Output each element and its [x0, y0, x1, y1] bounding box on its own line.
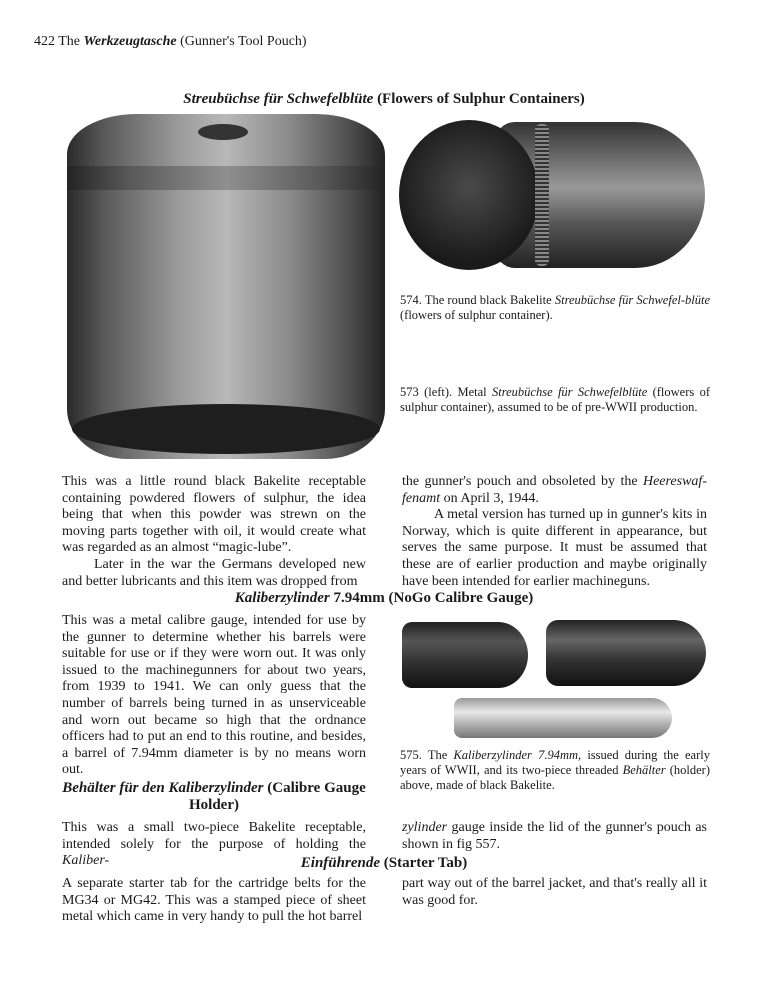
sulphur-text-left: This was a little round black Bakelite receptable containing powdered flowers of sulphur, the idea being that when this powder was strewn on the moving parts together with oil, it would create what was regarded as an almost “magic-lube”. Later in the war the Germans developed new and better lubricants and this item was dropped from: [62, 474, 366, 589]
gauge-holder-text-left: This was a small two-piece Bakelite receptable, intended solely for the purpose of holding the Kaliber-: [62, 820, 366, 869]
starter-tab-text-left: A separate starter tab for the cartridge belts for the MG34 or MG42. This was a stamped piece of sheet metal which came in very handy to pull the hot barrel: [62, 876, 366, 925]
gauge-holder-text-right: zylinder gauge inside the lid of the gunner's pouch as shown in fig 557.: [402, 820, 707, 852]
page-number: 422: [34, 34, 55, 49]
starter-tab-text-right: part way out of the barrel jacket, and that's really all it was good for.: [402, 876, 707, 908]
running-header: 422 The Werkzeugtasche (Gunner's Tool Pouch): [34, 34, 307, 49]
sulphur-text-right: the gunner's pouch and obsoleted by the Heereswaf-fenamt on April 3, 1944. A metal version has turned up in gunner's kits in Norway, which is quite different in appearance, but serves the same purpose. It must be assumed that these are of earlier production and maybe originally have been intended for earlier machineguns.: [402, 474, 707, 589]
caption-575: 575. The Kaliberzylinder 7.94mm, issued during the early years of WWII, and its two-piece threaded Behälter (holder) above, made of black Bakelite.: [400, 748, 710, 792]
photo-573-metal-container: [62, 114, 390, 462]
sub-heading-gauge-holder: Behälter für den Kaliberzylinder (Calibre Gauge Holder): [62, 780, 366, 813]
caption-573: 573 (left). Metal Streubüchse für Schwefelblüte (flowers of sulphur container), assumed to be of pre-WWII production.: [400, 385, 710, 414]
section-heading-starter-tab: Einführende (Starter Tab): [300, 855, 468, 871]
section-heading-sulphur: Streubüchse für Schwefelblüte (Flowers of Sulphur Containers): [183, 91, 585, 107]
calibre-gauge-text: This was a metal calibre gauge, intended for use by the gunner to determine whether his barrels were suitable for use or if they were worn out. It was only issued to the machinegunners for about two years, from 1939 to 1941. We can only guess that the number of barrels being turned in as unserviceable and worn out became so high that the ordnance officers had to put an end to this routine, and besides, a barrel of 7.94mm diameter is by no means worn out.: [62, 613, 366, 778]
caption-574: 574. The round black Bakelite Streubüchse für Schwefel-blüte (flowers of sulphur container).: [400, 293, 710, 322]
photo-575-calibre-gauge: [398, 614, 710, 742]
section-heading-calibre-gauge: Kaliberzylinder 7.94mm (NoGo Calibre Gauge): [234, 590, 534, 606]
photo-574-bakelite-container: [395, 114, 713, 274]
